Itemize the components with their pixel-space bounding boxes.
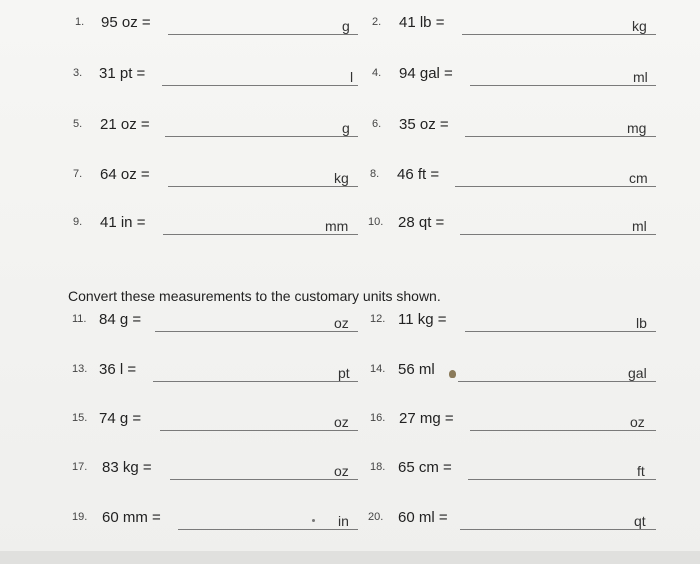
problem-expression: 36 l = [99, 361, 137, 378]
problem-number: 5. [73, 118, 83, 130]
problem-row [0, 12, 700, 42]
target-unit: ml [633, 69, 648, 85]
problem-expression: 60 mm = [102, 509, 161, 526]
answer-blank[interactable] [468, 479, 656, 480]
target-unit: mm [325, 218, 349, 234]
section-instruction: Convert these measurements to the customary units shown. [68, 288, 441, 304]
target-unit: l [350, 69, 354, 85]
problem-number: 18. [370, 461, 386, 473]
problem-number: 3. [73, 67, 83, 79]
problem-expression: 60 ml = [398, 509, 448, 526]
problem-number: 7. [73, 168, 83, 180]
answer-blank[interactable] [470, 430, 656, 431]
problem-number: 6. [372, 118, 382, 130]
problem-expression: 64 oz = [100, 166, 150, 183]
problem-expression: 84 g = [99, 311, 142, 328]
problem-number: 20. [368, 511, 384, 523]
answer-blank[interactable] [470, 85, 656, 86]
target-unit: qt [634, 513, 646, 529]
problem-number: 17. [72, 461, 88, 473]
problem-row [0, 114, 700, 144]
problem-number: 9. [73, 216, 83, 228]
problem-expression: 94 gal = [399, 65, 453, 82]
problem-number: 12. [370, 313, 386, 325]
target-unit: oz [334, 414, 349, 430]
problem-expression: 83 kg = [102, 459, 152, 476]
answer-blank[interactable] [455, 186, 656, 187]
target-unit: kg [632, 18, 647, 34]
target-unit: g [342, 18, 350, 34]
problem-number: 13. [72, 363, 88, 375]
target-unit: lb [636, 315, 647, 331]
problem-row [0, 212, 700, 242]
answer-blank[interactable] [163, 234, 358, 235]
problem-expression: 65 cm = [398, 459, 452, 476]
problem-expression: 35 oz = [399, 116, 449, 133]
target-unit: oz [334, 315, 349, 331]
problem-expression: 28 qt = [398, 214, 445, 231]
problem-expression: 21 oz = [100, 116, 150, 133]
answer-blank[interactable] [165, 136, 358, 137]
problem-row [0, 359, 700, 389]
problem-number: 10. [368, 216, 384, 228]
target-unit: oz [334, 463, 349, 479]
page-edge [0, 551, 700, 564]
problem-number: 16. [370, 412, 386, 424]
problem-number: 14. [370, 363, 386, 375]
answer-blank[interactable] [168, 186, 358, 187]
answer-blank[interactable] [460, 234, 656, 235]
answer-blank[interactable] [460, 529, 656, 530]
problem-row [0, 457, 700, 487]
target-unit: oz [630, 414, 645, 430]
answer-blank[interactable] [462, 34, 656, 35]
problem-row [0, 408, 700, 438]
answer-blank[interactable] [160, 430, 358, 431]
target-unit: g [342, 120, 350, 136]
problem-number: 4. [372, 67, 382, 79]
target-unit: kg [334, 170, 349, 186]
problem-row [0, 63, 700, 93]
pencil-dot [312, 519, 315, 522]
problem-expression: 41 in = [100, 214, 146, 231]
problem-row [0, 164, 700, 194]
problem-expression: 11 kg = [398, 311, 447, 328]
target-unit: ft [637, 463, 645, 479]
answer-blank[interactable] [153, 381, 358, 382]
problem-row [0, 309, 700, 339]
problem-expression: 46 ft = [397, 166, 440, 183]
problem-expression: 95 oz = [101, 14, 151, 31]
answer-blank[interactable] [168, 34, 358, 35]
problem-expression: 41 lb = [399, 14, 445, 31]
answer-blank[interactable] [458, 381, 656, 382]
ink-smudge [449, 370, 456, 378]
target-unit: pt [338, 365, 350, 381]
answer-blank[interactable] [465, 136, 656, 137]
answer-blank[interactable] [178, 529, 358, 530]
problem-number: 1. [75, 16, 85, 28]
problem-number: 8. [370, 168, 380, 180]
answer-blank[interactable] [155, 331, 358, 332]
target-unit: gal [628, 365, 647, 381]
problem-expression: 31 pt = [99, 65, 146, 82]
problem-number: 15. [72, 412, 88, 424]
answer-blank[interactable] [162, 85, 358, 86]
target-unit: cm [629, 170, 648, 186]
problem-number: 11. [72, 313, 87, 325]
problem-expression: 27 mg = [399, 410, 454, 427]
target-unit: in [338, 513, 349, 529]
target-unit: mg [627, 120, 647, 136]
answer-blank[interactable] [170, 479, 358, 480]
problem-number: 19. [72, 511, 88, 523]
problem-expression: 56 ml [398, 361, 435, 378]
problem-row [0, 507, 700, 537]
target-unit: ml [632, 218, 647, 234]
problem-expression: 74 g = [99, 410, 142, 427]
answer-blank[interactable] [465, 331, 656, 332]
problem-number: 2. [372, 16, 382, 28]
